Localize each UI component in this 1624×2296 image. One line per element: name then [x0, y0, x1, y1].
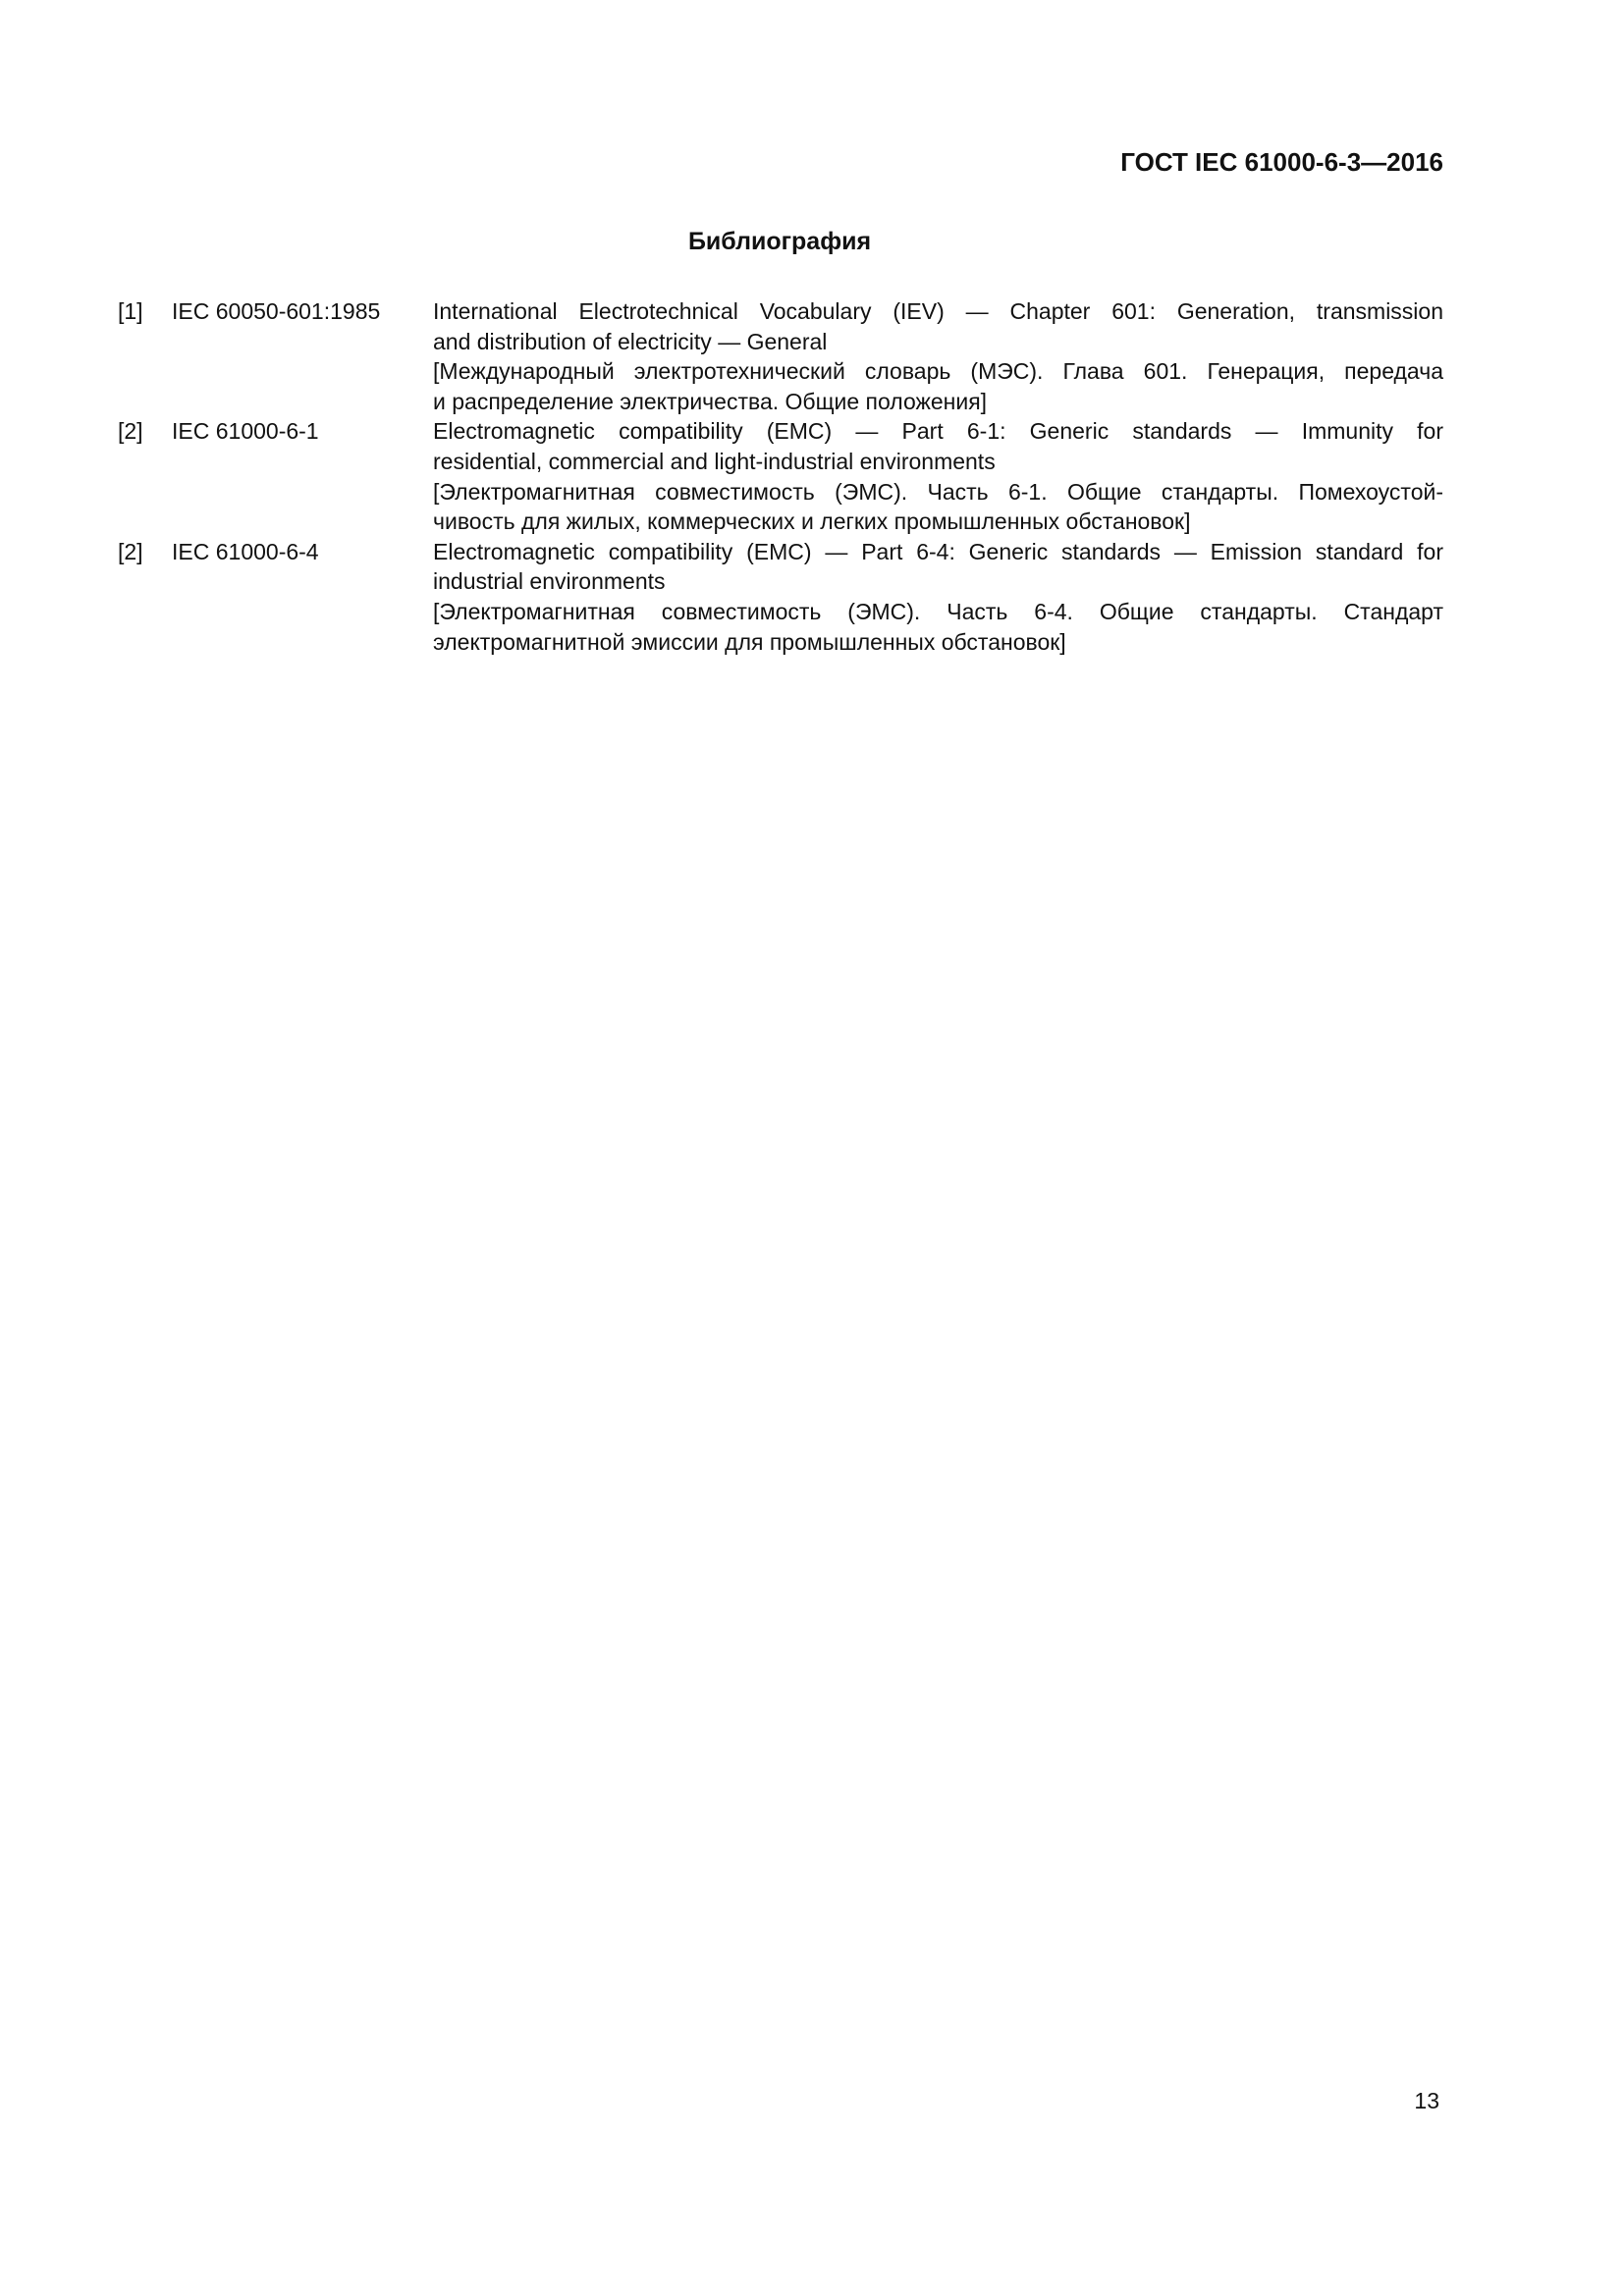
entry-ru-line: и распределение электричества. Общие положения]	[433, 388, 988, 414]
entry-en-line: and distribution of electricity — General	[433, 328, 828, 354]
bibliography-list	[118, 296, 1443, 657]
bibliography-entry	[118, 416, 1443, 536]
bibliography-entry	[118, 296, 1443, 416]
entry-reference: IEC 61000-6-4	[172, 538, 319, 564]
page-number: 13	[1414, 2088, 1439, 2113]
entry-ru-line: [Международный электротехнический словарь (МЭС). Глава 601. Генерация, передача	[433, 358, 1443, 385]
entry-en-line: International Electrotechnical Vocabulary (IEV) — Chapter 601: Generation, transmission	[433, 298, 1443, 324]
entry-description	[433, 416, 1443, 536]
bibliography-entry	[118, 537, 1443, 657]
entry-en-line: Electromagnetic compatibility (EMC) — Part 6-4: Generic standards — Emission standard for	[433, 538, 1443, 564]
entry-ru-line: [Электромагнитная совместимость (ЭМС). Часть 6-1. Общие стандарты. Помехоустой-	[433, 478, 1443, 505]
entry-description	[433, 296, 1443, 416]
entry-number: [2]	[118, 538, 143, 564]
entry-number: [2]	[118, 418, 143, 445]
entry-ru-line: [Электромагнитная совместимость (ЭМС). Часть 6-4. Общие стандарты. Стандарт	[433, 598, 1443, 624]
entry-ru-line: чивость для жилых, коммерческих и легких промышленных обстановок]	[433, 508, 1191, 535]
entry-ru-line: электромагнитной эмиссии для промышленных обстановок]	[433, 628, 1066, 655]
entry-description	[433, 537, 1443, 657]
entry-number: [1]	[118, 298, 143, 324]
entry-reference: IEC 61000-6-1	[172, 418, 319, 445]
document-header: ГОСТ IEC 61000-6-3—2016	[1120, 147, 1443, 177]
section-title: Библиография	[687, 228, 872, 255]
entry-en-line: industrial environments	[433, 568, 666, 595]
entry-en-line: Electromagnetic compatibility (EMC) — Part 6-1: Generic standards — Immunity for	[433, 418, 1443, 445]
entry-en-line: residential, commercial and light-industrial environments	[433, 448, 996, 474]
entry-reference: IEC 60050-601:1985	[172, 298, 381, 324]
